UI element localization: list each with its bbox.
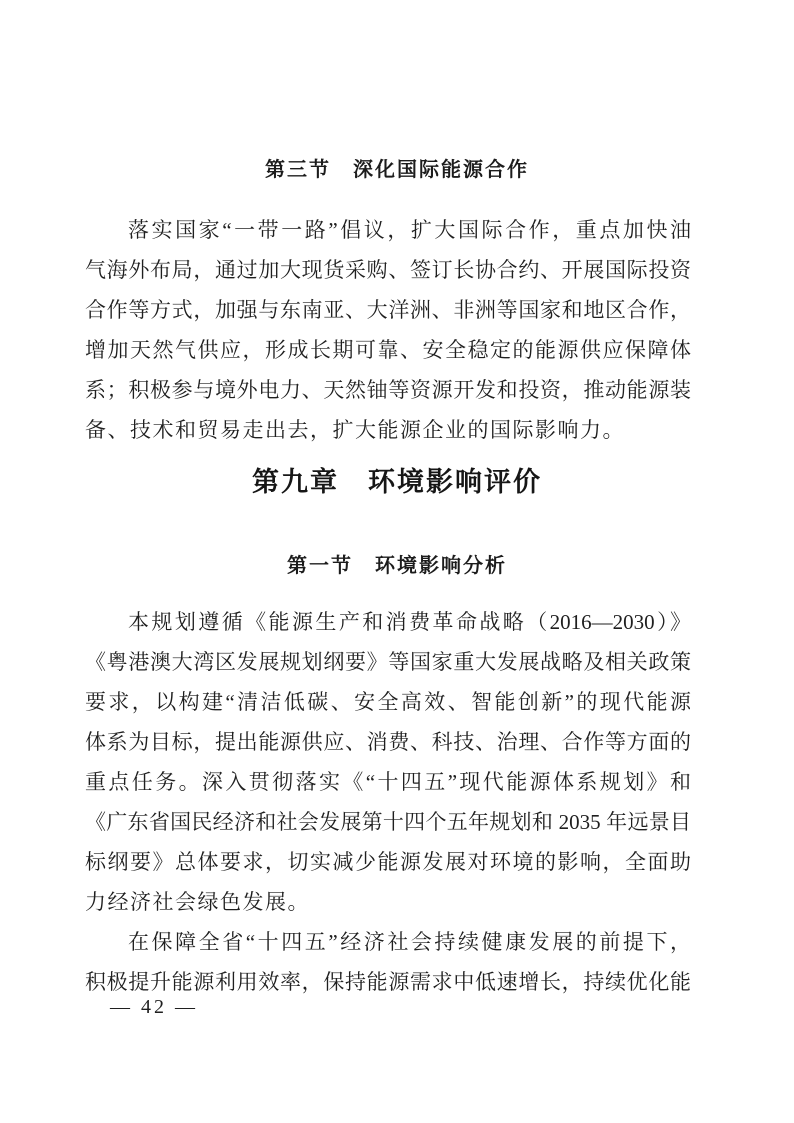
body-line: 《广东省国民经济和社会发展第十四个五年规划和 2035 年远景目 [85,810,691,834]
body-line: 气海外布局，通过加大现货采购、签订长协合约、开展国际投资 [85,258,691,282]
body-line: 标纲要》总体要求，切实减少能源发展对环境的影响，全面助 [85,850,691,874]
page-number: — 42 — [110,996,198,1018]
body-line: 落实国家“一带一路”倡议，扩大国际合作，重点加快油 [128,218,691,242]
body-line: 重点任务。深入贯彻落实《“十四五”现代能源体系规划》和 [85,770,691,794]
body-line: 本规划遵循《能源生产和消费革命战略（2016—2030）》 [128,610,691,634]
body-line: 系；积极参与境外电力、天然铀等资源开发和投资，推动能源装 [85,378,691,402]
body-line: 要求，以构建“清洁低碳、安全高效、智能创新”的现代能源 [85,690,691,714]
section-heading-3: 第三节 深化国际能源合作 [265,159,529,181]
section-heading-1: 第一节 环境影响分析 [287,555,507,577]
paragraph-environment-analysis [85,602,691,922]
paragraph-international-cooperation [85,210,691,450]
body-line: 在保障全省“十四五”经济社会持续健康发展的前提下， [128,930,691,954]
body-line: 力经济社会绿色发展。 [85,890,310,914]
body-line: 增加天然气供应，形成长期可靠、安全稳定的能源供应保障体 [85,338,691,362]
paragraph-energy-efficiency [85,922,691,1002]
body-line: 《粤港澳大湾区发展规划纲要》等国家重大发展战略及相关政策 [85,650,691,674]
body-line: 备、技术和贸易走出去，扩大能源企业的国际影响力。 [85,418,625,442]
body-line: 体系为目标，提出能源供应、消费、科技、治理、合作等方面的 [85,730,691,754]
body-line: 合作等方式，加强与东南亚、大洋洲、非洲等国家和地区合作， [85,298,691,322]
body-line: 积极提升能源利用效率，保持能源需求中低速增长，持续优化能 [85,970,691,994]
chapter-heading-9: 第九章 环境影响评价 [252,467,542,497]
